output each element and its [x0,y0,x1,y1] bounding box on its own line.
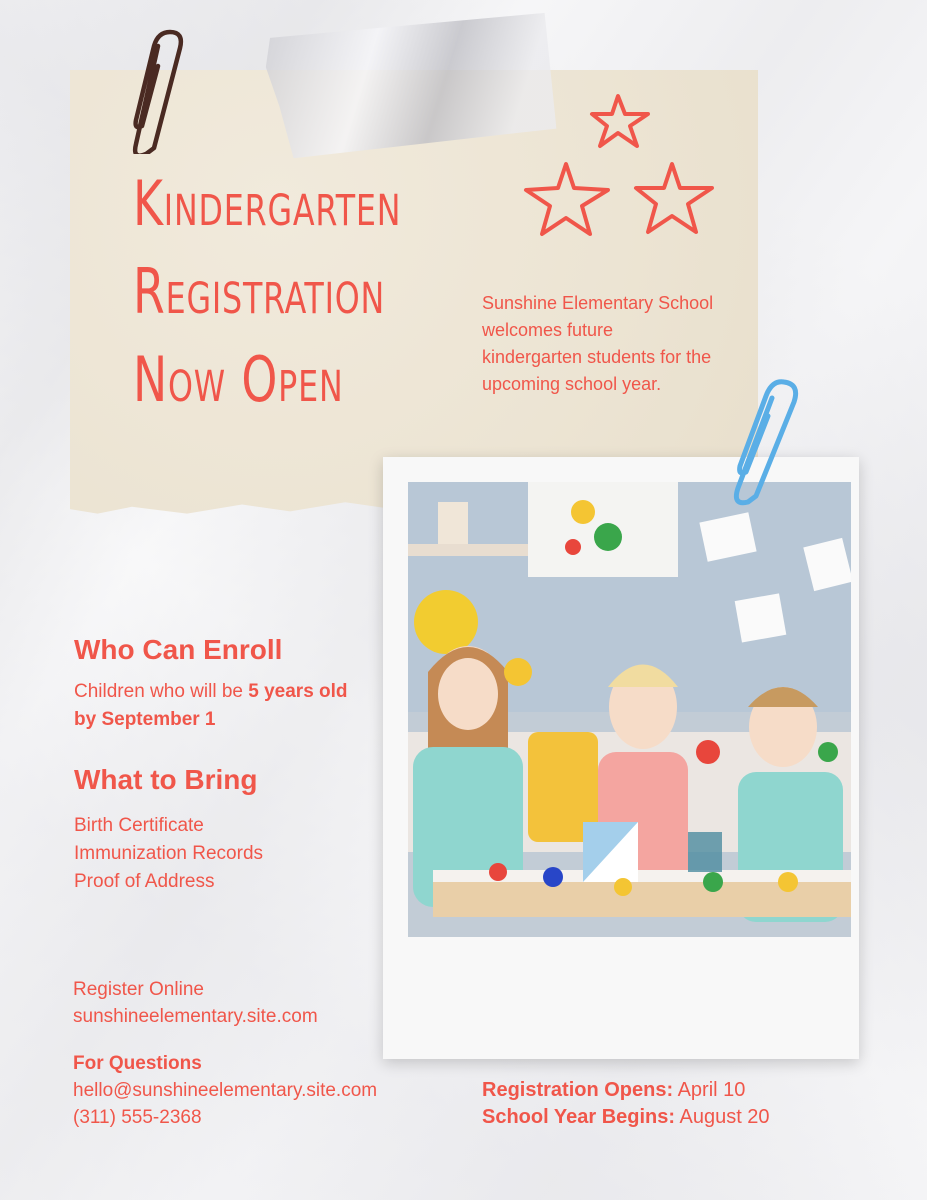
registration-opens-value: April 10 [673,1079,746,1101]
photo-frame [383,457,859,1059]
intro-text: Sunshine Elementary School welcomes future kindergarten students for the upcoming school year. [482,293,714,394]
title-line-3: Now Open [133,343,344,416]
questions-label: For Questions [73,1053,202,1074]
register-label: Register Online [73,979,204,1000]
star-icon [588,92,654,150]
dates-block [482,1077,770,1131]
star-icon [522,160,614,240]
school-year-begins-value: August 20 [675,1106,770,1128]
classroom-photo [408,482,851,937]
questions-block [73,1050,377,1131]
list-item: Birth Certificate [74,815,204,836]
star-icon [632,160,716,236]
who-can-enroll-text [74,678,364,734]
questions-email[interactable]: hello@sunshineelementary.site.com [73,1080,378,1101]
enroll-text-bold: 5 years old by September 1 [74,681,348,730]
list-item: Proof of Address [74,871,215,892]
paperclip-icon [724,376,804,510]
registration-opens [482,1077,770,1104]
register-url[interactable]: sunshineelementary.site.com [73,1006,318,1027]
title-line-1: Kindergarten [133,167,402,240]
what-to-bring-list [74,812,263,896]
questions-phone[interactable]: (311) 555-2368 [73,1107,202,1128]
school-year-begins [482,1104,770,1131]
what-to-bring-heading: What to Bring [74,764,258,795]
enroll-text-prefix: Children who will be [74,681,249,702]
title-line-2: Registration [133,255,386,328]
who-can-enroll-heading: Who Can Enroll [74,634,283,665]
registration-opens-label: Registration Opens: [482,1079,674,1101]
school-year-begins-label: School Year Begins: [482,1106,676,1128]
paperclip-icon [118,26,190,154]
register-block [73,976,318,1030]
list-item: Immunization Records [74,843,264,864]
page-title [133,160,493,424]
